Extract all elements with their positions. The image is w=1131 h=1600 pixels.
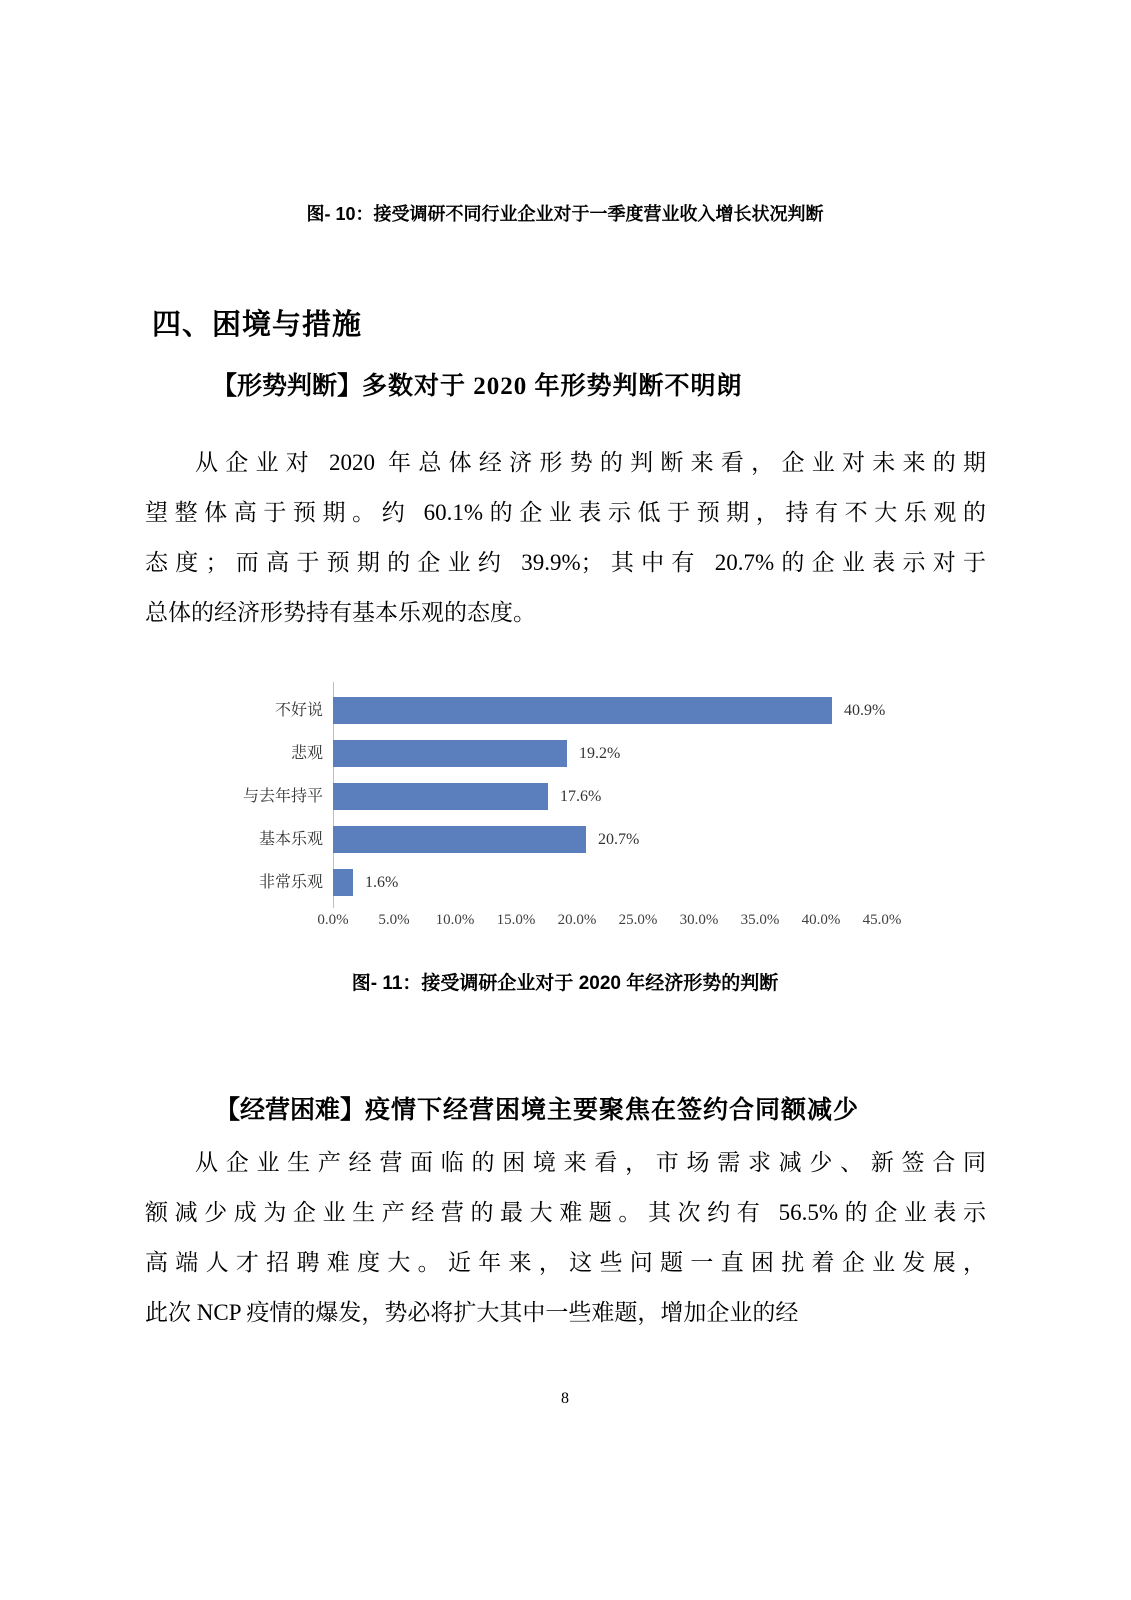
paragraph-line: 从企业生产经营面临的困境来看，市场需求减少、新签合同 xyxy=(195,1150,986,1175)
chart-bar xyxy=(333,826,586,853)
paragraph-line: 望整体高于预期。约 60.1%的企业表示低于预期，持有不大乐观的 xyxy=(145,500,986,525)
paragraph-line: 态度；而高于预期的企业约 39.9%；其中有 20.7%的企业表示对于 xyxy=(145,550,986,575)
chart-x-tick-label: 45.0% xyxy=(862,912,902,928)
page-number: 8 xyxy=(561,1390,569,1407)
subsection-heading-situation xyxy=(212,366,743,402)
body-paragraph-1 xyxy=(145,438,986,638)
chart-bar xyxy=(333,697,832,724)
subsection-heading-difficulty xyxy=(215,1090,859,1126)
chart-value-label: 17.6% xyxy=(560,788,602,805)
chart-bar xyxy=(333,740,567,767)
paragraph-line: 此次 NCP 疫情的爆发，势必将扩大其中一些难题，增加企业的经 xyxy=(145,1300,799,1325)
paragraph-line: 从企业对 2020 年总体经济形势的判断来看，企业对未来的期 xyxy=(195,450,986,475)
chart-row xyxy=(230,861,920,904)
chart-x-tick-label: 0.0% xyxy=(317,912,349,928)
chart-x-tick-label: 15.0% xyxy=(496,912,536,928)
paragraph-line: 总体的经济形势持有基本乐观的态度。 xyxy=(145,600,536,625)
chart-row xyxy=(230,689,920,732)
chart-bar xyxy=(333,869,353,896)
chart-x-tick-label: 5.0% xyxy=(378,912,410,928)
chart-category-label: 非常乐观 xyxy=(258,874,323,891)
chart-value-label: 20.7% xyxy=(598,831,640,848)
chart-value-label: 1.6% xyxy=(365,874,399,891)
chart-value-label: 19.2% xyxy=(579,745,621,762)
chart-row xyxy=(230,775,920,818)
chart-x-tick-label: 10.0% xyxy=(435,912,475,928)
subsection-tag: 【经营困难】 xyxy=(215,1096,366,1124)
chart-x-tick-label: 40.0% xyxy=(801,912,841,928)
paragraph-line: 高端人才招聘难度大。近年来，这些问题一直困扰着企业发展， xyxy=(145,1250,986,1275)
chart-category-label: 与去年持平 xyxy=(242,788,323,805)
subsection-title: 多数对于 2020 年形势判断不明朗 xyxy=(362,373,743,400)
chart-x-tick-label: 25.0% xyxy=(618,912,658,928)
paragraph-line: 额减少成为企业生产经营的最大难题。其次约有 56.5%的企业表示 xyxy=(145,1200,986,1225)
chart-category-label: 悲观 xyxy=(290,745,323,762)
body-paragraph-2 xyxy=(145,1138,986,1338)
chart-row xyxy=(230,818,920,861)
chart-x-tick-label: 30.0% xyxy=(679,912,719,928)
chart-x-tick-label: 35.0% xyxy=(740,912,780,928)
chart-category-label: 不好说 xyxy=(274,702,323,719)
chart-value-label: 40.9% xyxy=(844,702,886,719)
chart-category-label: 基本乐观 xyxy=(258,831,323,848)
chart-x-tick-label: 20.0% xyxy=(557,912,597,928)
section-heading: 四、困境与措施 xyxy=(152,309,363,341)
figure-11-caption: 图- 11：接受调研企业对于 2020 年经济形势的判断 xyxy=(351,973,779,994)
subsection-title: 疫情下经营困境主要聚焦在签约合同额减少 xyxy=(365,1097,860,1124)
chart-bar xyxy=(333,783,548,810)
figure-10-caption: 图- 10：接受调研不同行业企业对于一季度营业收入增长状况判断 xyxy=(306,204,824,224)
subsection-tag: 【形势判断】 xyxy=(212,372,363,400)
chart-row xyxy=(230,732,920,775)
bar-chart-fig11 xyxy=(230,674,920,936)
